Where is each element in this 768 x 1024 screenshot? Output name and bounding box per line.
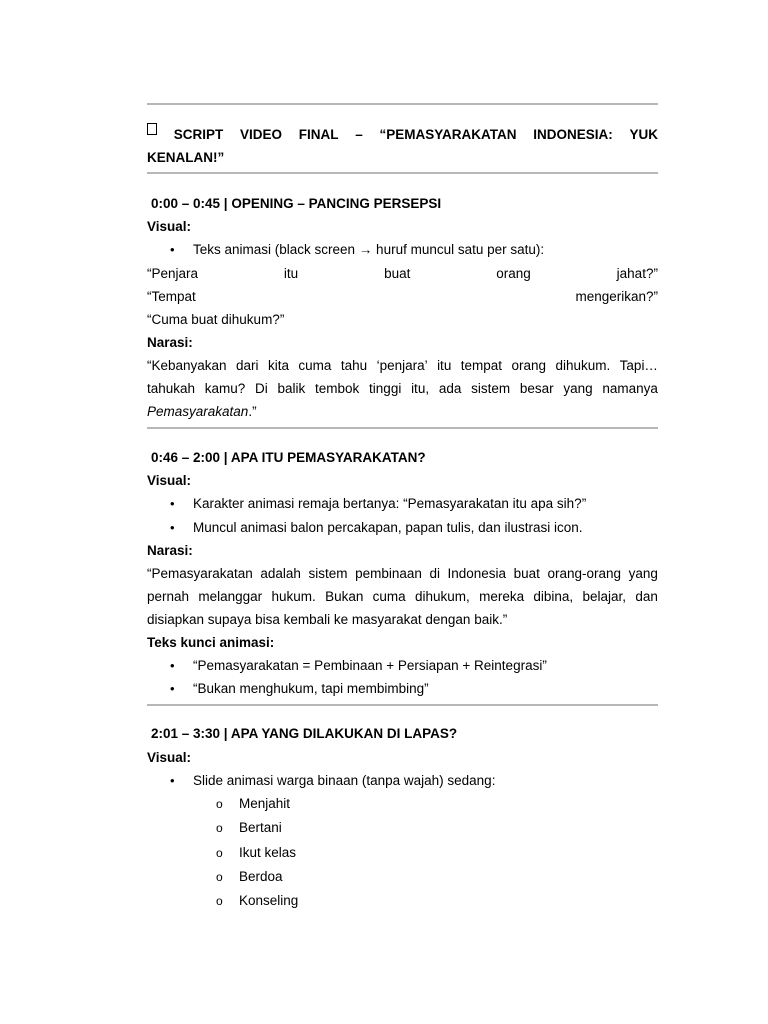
narasi-line: [147, 585, 658, 608]
sub-list-item-text: Bertani: [239, 820, 282, 835]
horizontal-rule: [147, 427, 658, 429]
word: adalah: [260, 566, 301, 581]
quote-line: “Cuma buat dihukum?”: [147, 312, 285, 327]
list-item-text: Muncul animasi balon percakapan, papan tulis, dan ilustrasi icon.: [193, 520, 583, 535]
section-2-heading: 0:46 – 2:00 | APA ITU PEMASYARAKATAN?: [151, 450, 426, 465]
visual-label: Visual:: [147, 219, 192, 234]
word: SCRIPT: [173, 127, 224, 142]
word: dibina,: [533, 589, 574, 604]
word: VIDEO: [239, 127, 282, 142]
sub-list-item-text: Berdoa: [239, 869, 283, 884]
narasi-line: disiapkan supaya bisa kembali ke masyarakat dengan baik.”: [147, 612, 508, 627]
word: “Kebanyakan: [147, 358, 227, 373]
bullet-icon: •: [170, 242, 175, 257]
word: sistem: [308, 566, 348, 581]
word: tembok: [315, 381, 360, 396]
narasi-end: .”: [248, 404, 257, 419]
list-item-text: Karakter animasi remaja bertanya: “Pemasyarakatan itu apa sih?”: [193, 496, 587, 511]
bullet-icon: •: [170, 496, 175, 511]
word: belajar,: [582, 589, 627, 604]
quote-line: [147, 285, 658, 308]
word: FINAL: [298, 127, 339, 142]
word: buat: [513, 566, 540, 581]
list-item: [170, 654, 658, 677]
title-line-1: [147, 123, 658, 146]
list-item: [170, 769, 658, 792]
word: dan: [635, 589, 658, 604]
word: namanya: [602, 381, 658, 396]
word: jahat?”: [616, 266, 658, 281]
title-line-2: KENALAN!”: [147, 150, 225, 165]
word: tahukah: [147, 381, 196, 396]
word: hukum.: [271, 589, 316, 604]
word: “Penjara: [147, 266, 199, 281]
word: yang: [628, 566, 658, 581]
sub-bullet-icon: o: [216, 821, 223, 835]
word: INDONESIA:: [533, 127, 613, 142]
word: dari: [236, 358, 259, 373]
missing-glyph-icon: [147, 123, 157, 135]
teks-kunci-label: Teks kunci animasi:: [147, 635, 275, 650]
list-item-text: “Bukan menghukum, tapi membimbing”: [193, 681, 429, 696]
word: “Tempat: [147, 289, 196, 304]
list-item: [170, 492, 658, 515]
section-1-heading: 0:00 – 0:45 | OPENING – PANCING PERSEPSI: [151, 196, 442, 211]
word: “PEMASYARAKATAN: [379, 127, 517, 142]
word: besar: [519, 381, 554, 396]
sub-bullet-icon: o: [216, 797, 223, 811]
word: melanggar: [198, 589, 263, 604]
list-item-text: “Pemasyarakatan = Pembinaan + Persiapan + Reintegrasi”: [193, 658, 547, 673]
word: Di: [255, 381, 268, 396]
bullet-icon: •: [170, 658, 175, 673]
list-item: [170, 516, 658, 539]
word: “Pemasyarakatan: [147, 566, 253, 581]
word: itu,: [411, 381, 430, 396]
narasi-label: Narasi:: [147, 335, 193, 350]
word: pernah: [147, 589, 190, 604]
word: pembinaan: [355, 566, 422, 581]
visual-label: Visual:: [147, 750, 192, 765]
word: orang: [496, 266, 531, 281]
narasi-line: [147, 400, 658, 423]
bullet-icon: •: [170, 773, 175, 788]
sub-list-item-text: Menjahit: [239, 796, 291, 811]
word: ada: [438, 381, 462, 396]
list-item: [170, 238, 658, 261]
word: itu: [283, 266, 299, 281]
word: itu: [437, 358, 452, 373]
bullet-icon: •: [170, 681, 175, 696]
narasi-line: [147, 562, 658, 585]
sub-bullet-icon: o: [216, 846, 223, 860]
word: orang-orang: [547, 566, 622, 581]
word: yang: [563, 381, 593, 396]
word: orang: [511, 358, 547, 373]
word: YUK: [629, 127, 658, 142]
section-3-heading: 2:01 – 3:30 | APA YANG DILAKUKAN DI LAPAS?: [151, 726, 458, 741]
sub-list-item-text: Konseling: [239, 893, 299, 908]
word: dihukum,: [414, 589, 470, 604]
word: tempat: [460, 358, 503, 373]
word: cuma: [298, 358, 332, 373]
horizontal-rule: [147, 172, 658, 174]
horizontal-rule: [147, 704, 658, 706]
word: sistem: [471, 381, 511, 396]
word: di: [429, 566, 440, 581]
visual-label: Visual:: [147, 473, 192, 488]
word: dihukum.: [555, 358, 611, 373]
emphasis-text: Pemasyarakatan: [147, 404, 249, 419]
word: tinggi: [369, 381, 402, 396]
list-item-text: Slide animasi warga binaan (tanpa wajah) sedang:: [193, 773, 496, 788]
sub-bullet-icon: o: [216, 894, 223, 908]
word: ‘penjara’: [376, 358, 428, 373]
narasi-line: [147, 377, 658, 400]
list-item-text: Teks animasi (black screen → huruf muncul satu per satu):: [193, 242, 545, 257]
word: mengerikan?”: [575, 289, 658, 304]
word: balik: [277, 381, 306, 396]
horizontal-rule: [147, 103, 658, 105]
word: Bukan: [325, 589, 364, 604]
list-item: [170, 677, 658, 700]
bullet-icon: •: [170, 520, 175, 535]
word: kita: [267, 358, 289, 373]
word: –: [355, 127, 363, 142]
word: mereka: [479, 589, 525, 604]
word: Indonesia: [447, 566, 507, 581]
sub-list-item-text: Ikut kelas: [239, 845, 297, 860]
word: cuma: [372, 589, 406, 604]
word: buat: [384, 266, 411, 281]
narasi-line: [147, 354, 658, 377]
word: kamu?: [204, 381, 246, 396]
narasi-label: Narasi:: [147, 543, 193, 558]
quote-line: [147, 262, 658, 285]
sub-bullet-icon: o: [216, 870, 223, 884]
word: tahu: [340, 358, 368, 373]
word: Tapi…: [619, 358, 658, 373]
